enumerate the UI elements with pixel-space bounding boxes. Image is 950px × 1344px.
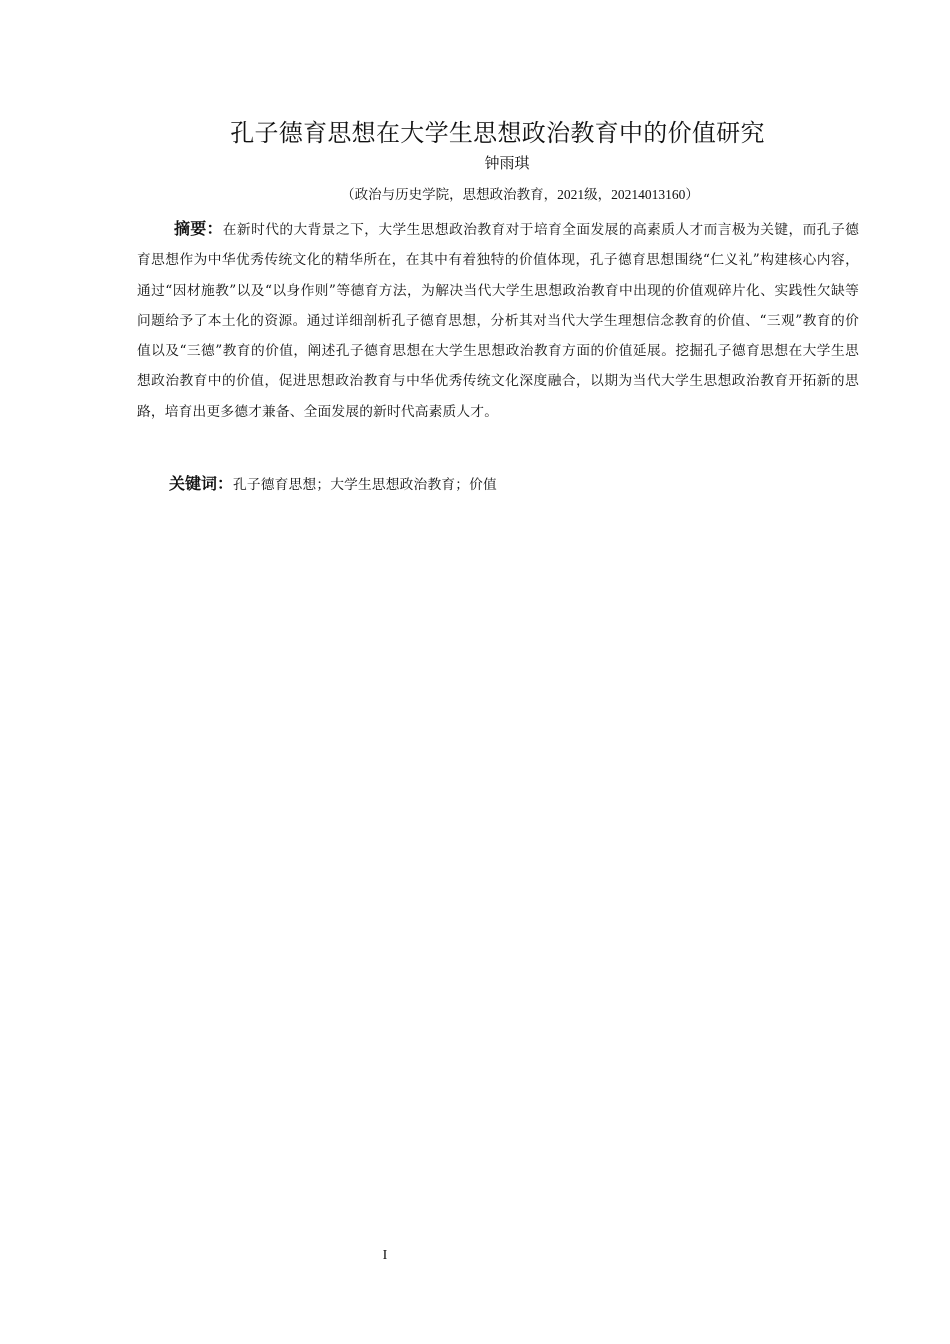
page-number: I (382, 1248, 388, 1263)
keywords-text: 孔子德育思想；大学生思想政治教育；价值 (233, 477, 497, 493)
author-name: 钟雨琪 (484, 154, 530, 172)
keywords-label: 关键词： (169, 474, 234, 493)
abstract-paragraph (137, 214, 859, 427)
paper-title: 孔子德育思想在大学生思想政治教育中的价值研究 (230, 119, 765, 147)
keywords-line (169, 470, 859, 499)
abstract-label: 摘要： (174, 219, 223, 238)
author-affiliation: （政治与历史学院，思想政治教育，2021级，20214013160） (341, 187, 699, 202)
abstract-text: 在新时代的大背景之下，大学生思想政治教育对于培育全面发展的高素质人才而言极为关键，而孔子德育思想作为中华优秀传统文化的精华所在，在其中有着独特的价值体现，孔子德育思想围绕“仁义礼”构建核心内容，通过“因材施教”以及“以身作则”等德育方法，为解决当代大学生思想政治教育中出现的价值观碎片化、实践性欠缺等问题给予了本土化的资源。通过详细剖析孔子德育思想，分析其对当代大学生理想信念教育的价值、“三观”教育的价值以及“三德”教育的价值，阐述孔子德育思想在大学生思想政治教育方面的价值延展。挖掘孔子德育思想在大学生思想政治教育中的价值，促进思想政治教育与中华优秀传统文化深度融合，以期为当代大学生思想政治教育开拓新的思路，培育出更多德才兼备、全面发展的新时代高素质人才。 (137, 222, 859, 420)
